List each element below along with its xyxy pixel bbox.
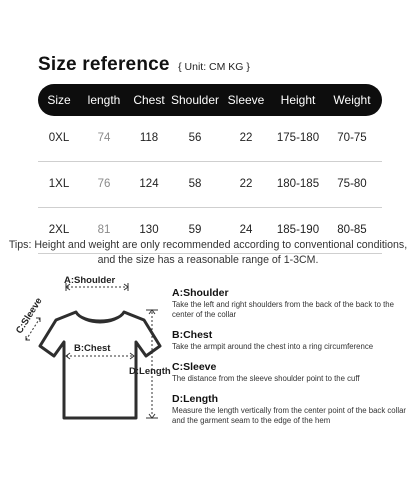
cell-chest: 118 (139, 132, 159, 144)
definition-desc: The distance from the sleeve shoulder point to the cuff (172, 374, 360, 383)
definition-item (172, 361, 408, 384)
cell-height: 175-180 (276, 132, 320, 144)
header-weight: Weight (333, 93, 371, 107)
definition-desc: Measure the length vertically from the center point of the back collar and the garment seam to the edge of the hem (172, 406, 407, 425)
unit-label: { Unit: CM KG } (178, 61, 250, 73)
definition-title: B:Chest (172, 329, 213, 341)
cell-size: 2XL (48, 224, 70, 236)
cell-sleeve: 22 (239, 132, 253, 144)
length-label: D:Length (129, 366, 171, 377)
cell-sleeve: 24 (239, 224, 253, 236)
cell-length: 81 (97, 224, 111, 236)
cell-weight: 70-75 (337, 132, 367, 144)
sleeve-label: C:Sleeve (14, 295, 45, 336)
header-length: length (87, 93, 121, 107)
cell-height: 180-185 (276, 178, 320, 190)
header-height: Height (280, 93, 316, 107)
shoulder-label: A:Shoulder (64, 275, 116, 286)
size-table (38, 84, 382, 254)
cell-shoulder: 58 (188, 178, 202, 190)
definition-item (172, 287, 408, 320)
cell-chest: 124 (139, 178, 159, 190)
chest-label: B:Chest (74, 343, 111, 354)
cell-shoulder: 59 (188, 224, 202, 236)
tshirt-outline (40, 312, 160, 418)
cell-shoulder: 56 (188, 132, 202, 144)
cell-size: 1XL (48, 178, 70, 190)
cell-size: 0XL (48, 132, 70, 144)
definition-title: A:Shoulder (172, 287, 229, 299)
header-chest: Chest (133, 93, 165, 107)
header-sleeve: Sleeve (227, 93, 265, 107)
cell-weight: 75-80 (337, 178, 367, 190)
cell-length: 74 (97, 132, 111, 144)
table-row (38, 116, 382, 162)
cell-height: 185-190 (276, 224, 320, 236)
definition-desc: Take the armpit around the chest into a ring circumference (172, 342, 374, 351)
definition-title: C:Sleeve (172, 361, 217, 373)
cell-weight: 80-85 (337, 224, 367, 236)
table-header (38, 84, 382, 116)
page-title: Size reference (38, 54, 170, 75)
tips-text: Tips: Height and weight are only recommended according to conventional conditions, and the size has a reasonable range of 1-3CM. (8, 239, 408, 266)
cell-chest: 130 (139, 224, 159, 236)
measurement-definitions (172, 287, 408, 435)
definition-title: D:Length (172, 393, 219, 405)
header-size: Size (47, 93, 71, 107)
definition-desc: Take the left and right shoulders from the back of the back to the center of the collar (172, 300, 394, 319)
cell-length: 76 (97, 178, 111, 190)
definition-item (172, 393, 408, 426)
page-title-row (38, 54, 250, 76)
cell-sleeve: 22 (239, 178, 253, 190)
table-row (38, 162, 382, 208)
definition-item (172, 329, 408, 352)
header-shoulder: Shoulder (170, 93, 220, 107)
